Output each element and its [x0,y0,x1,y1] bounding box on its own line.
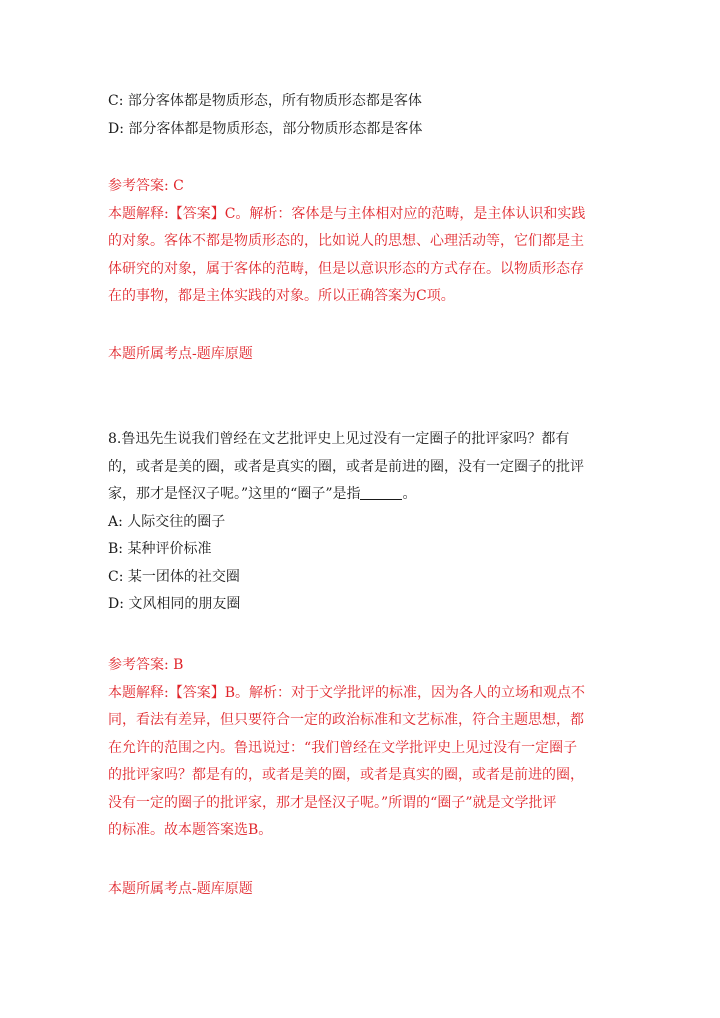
q7-explanation-line: 在的事物，都是主体实践的对象。所以正确答案为C项。 [108,288,455,304]
q8-explanation-line: 同，看法有差异，但只要符合一定的政治标准和文艺标准，符合主题思想，都 [108,712,584,728]
q7-answer-section [108,173,618,311]
q7-answer: 参考答案: C [108,178,184,194]
q8-answer-section [108,652,618,845]
q8-explanation-line: 没有一定的圈子的批评家，那才是怪汉子呢。”所谓的“圈子”就是文学批评 [108,794,557,811]
q8-stem [108,426,618,619]
q7-source: 本题所属考点-题库原题 [108,346,253,362]
q8-stem-line-last [108,481,618,509]
q8-stem-line: 的，或者是美的圈，或者是真实的圈，或者是前进的圈，没有一定圈子的批评 [108,458,584,475]
q8-stem-text: 家，那才是怪汉子呢。”这里的“圈子”是指 [108,486,361,502]
q8-option-d: D: 文风相同的朋友圈 [108,596,241,612]
q8-option-a: A: 人际交往的圈子 [108,513,226,530]
q8-source: 本题所属考点-题库原题 [108,881,253,897]
q7-option-d: D: 部分客体都是物质形态，部分物质形态都是客体 [108,120,423,137]
q8-stem-end: 。 [402,486,417,502]
q7-option-c: C: 部分客体都是物质形态，所有物质形态都是客体 [108,93,422,109]
q8-explanation-line: 在允许的范围之内。鲁迅说过：“我们曾经在文学批评史上见过没有一定圈子 [108,739,578,756]
q7-explanation-line: 体研究的对象，属于客体的范畴，但是以意识形态的方式存在。以物质形态存 [108,260,584,277]
q8-explanation-line: 的批评家吗？都是有的，或者是美的圈，或者是真实的圈，或者是前进的圈， [108,767,584,783]
q8-explanation-line: 本题解释:【答案】B。解析：对于文学批评的标准，因为各人的立场和观点不 [108,684,586,701]
q8-option-b: B: 某种评价标准 [108,541,212,557]
q7-source-section [108,341,618,369]
q8-source-section [108,876,618,904]
q7-explanation-line: 的对象。客体不都是物质形态的，比如说人的思想、心理活动等，它们都是主 [108,233,584,249]
q8-stem-line: 8.鲁迅先生说我们曾经在文艺批评史上见过没有一定圈子的批评家吗？都有 [108,431,570,447]
q7-options [108,88,618,143]
answer-blank [360,485,402,500]
q7-explanation-line: 本题解释:【答案】C。解析：客体是与主体相对应的范畴，是主体认识和实践 [108,205,586,222]
q8-explanation-line: 的标准。故本题答案选B。 [108,822,273,838]
q8-option-c: C: 某一团体的社交圈 [108,568,240,585]
q8-answer: 参考答案: B [108,657,184,673]
